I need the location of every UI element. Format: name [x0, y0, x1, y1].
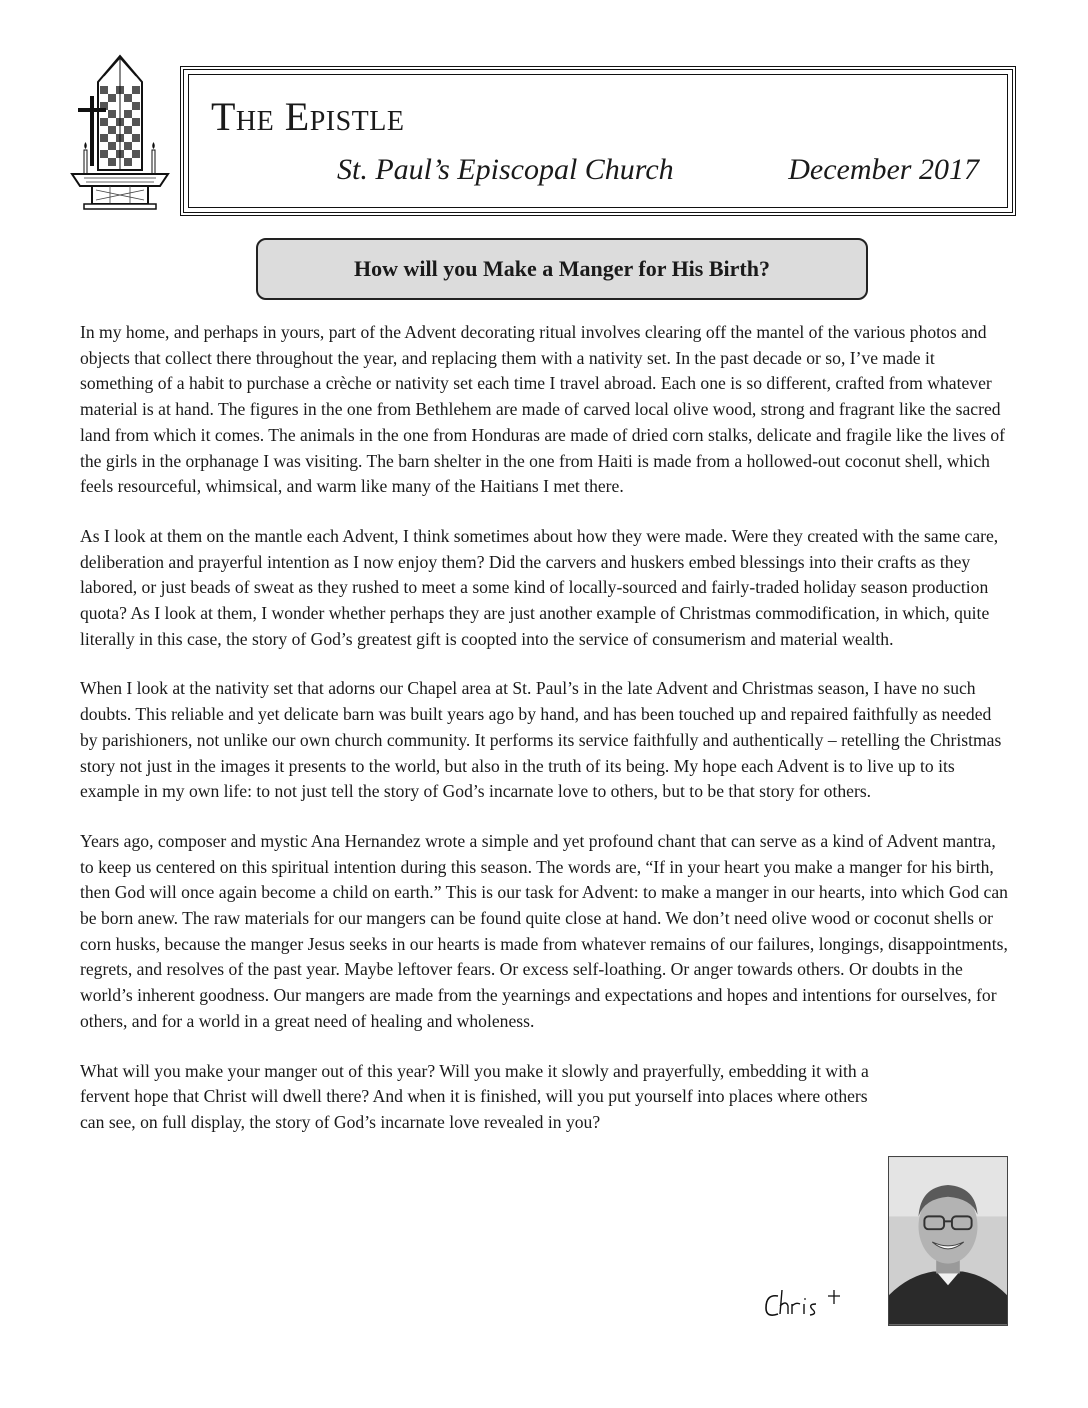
article-paragraph: As I look at them on the mantle each Advent, I think sometimes about how they were made. Were they created with the same care, deliberation and prayerful intention as I now enjoy them? Did the carvers and huskers embed blessings into their crafts as they labored, or just beads of sweat as they rushed to meet a some kind of locally-sourced and fairly-traded holiday season production quota? As I look at them, I wonder whether perhaps they are just another example of Christmas commodification, in which, quite literally in this case, the story of God’s greatest gift is coopted into the service of consumerism and material wealth. [80, 525, 999, 649]
newsletter-title: The Epistle [211, 94, 405, 139]
handwritten-signature [760, 1284, 860, 1324]
article-paragraph: In my home, and perhaps in yours, part of the Advent decorating ritual involves clearing off the mantel of the various photos and objects that collect there throughout the year, and replacing them with a nativity set. In the past decade or so, I’ve made it something of a habit to purchase a crèche or nativity set each time I travel abroad. Each one is so different, crafted from whatever material is at hand. The figures in the one from Bethlehem are made of carved local olive wood, strong and fragrant like the sacred land from which it comes. The animals in the one from Honduras are made of dried corn stalks, delicate and fragile like the lives of the girls in the orphanage I was visiting. The barn shelter in the one from Haiti is made from a hollowed-out coconut shell, which feels resourceful, whimsical, and warm like many of the Haitians I met there. [80, 322, 1006, 497]
article-headline: How will you Make a Manger for His Birth? [354, 256, 770, 281]
article-paragraph: Years ago, composer and mystic Ana Hernandez wrote a simple and yet profound chant that can serve as a kind of Advent mantra, to keep us centered on this spiritual intention during this season. The words are, “If in your heart you make a manger for his birth, then God will once again become a child on earth.” This is our task for Advent: to make a manger in our hearts, into which God can be born anew. The raw materials for our mangers can be found quite close at hand. We don’t need olive wood or coconut shells or corn husks, because the manger Jesus seeks in our hearts is made from whatever remains of our failures, longings, disappointments, regrets, and resolves of the past year. Maybe leftover fears. Or excess self-loathing. Or anger towards others. Or doubts in the world’s inherent goodness. Our mangers are made from the yearnings and expectations and hopes and intentions for ourselves, for others, and for a world in a great need of healing and wholeness. [80, 830, 1008, 1031]
article-paragraph: What will you make your manger out of this year? Will you make it slowly and prayerfully, embedding it with a fervent hope that Christ will dwell there? And when it is finished, will you put yourself into places where others can see, on full display, the story of God’s incarnate love revealed in you? [80, 1060, 869, 1132]
article-body [80, 320, 1010, 1160]
headline-banner [256, 238, 868, 300]
church-name: St. Paul’s Episcopal Church [337, 153, 674, 186]
issue-date: December 2017 [788, 153, 979, 186]
author-portrait-photo [888, 1156, 1008, 1326]
masthead-inner-frame [188, 74, 1008, 208]
church-window-altar-icon [70, 52, 170, 212]
masthead [180, 66, 1016, 216]
article-paragraph: When I look at the nativity set that adorns our Chapel area at St. Paul’s in the late Advent and Christmas season, I have no such doubts. This reliable and yet delicate barn was built years ago by hand, and has been touched up and repaired faithfully as needed by parishioners, not unlike our own church community. It performs its service faithfully and authentically – retelling the Christmas story not just in the images it presents to the world, but also in the truth of its being. My hope each Advent is to live up to its example in my own life: to not just tell the story of God’s incarnate love to others, but to be that story for others. [80, 678, 1002, 802]
